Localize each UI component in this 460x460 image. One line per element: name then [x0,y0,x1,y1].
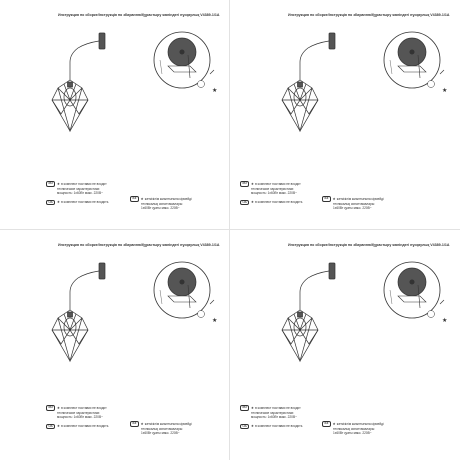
star-icon: ★ [212,317,218,324]
lamp-arm [70,271,99,292]
wall-mount-plate [329,263,335,279]
star-icon: ★ [140,421,144,426]
instruction-sheet-2 [230,0,456,226]
wall-mount-plate [99,263,105,279]
lang-badge: UA [46,424,55,430]
lang-badge: KZ [130,421,139,427]
sheet-title: Инструкция по сборке/Інструкція по збиранню/Құрастыру жөніндегі нұсқаулық V4389-1/1A [58,13,220,17]
spec-block-right: KZ ★ жеткізілім жиынтығына кірмейді техникалық сипаттамалары: 1x60Вт қуаты макс. 220В~ [130,196,192,210]
sheet-title: Инструкция по сборке/Інструкція по збиранню/Құрастыру жөніндегі нұсқаулық V4389-1/1A [288,13,450,17]
wall-sconce-drawing [282,263,335,361]
star-icon: ★ [250,200,255,205]
vertical-divider [229,0,230,460]
star-icon: ★ [56,424,61,429]
horizontal-divider [0,229,460,230]
star-icon: ★ [212,87,218,94]
spec-block-left: RU ★ в комплект поставки не входит технические характеристики: мощность: 1x60Вт макс. 220В~ UA ★ в комплект поставки не входить [240,181,302,205]
lang-badge: KZ [322,421,331,427]
lang-badge: RU [46,405,55,411]
wall-sconce-drawing [52,263,105,361]
star-icon: ★ [442,317,448,324]
spec-block-left: RU ★ в комплект поставки не входит технические характеристики: мощность: 1x60Вт макс. 220В~ UA ★ в комплект поставки не входить [46,405,108,429]
star-icon: ★ [140,196,144,201]
wall-sconce-drawing [52,33,105,131]
spec-block-right: KZ ★ жеткізілім жиынтығына кірмейді техникалық сипаттамалары: 1x60Вт қуаты макс. 220В~ [322,421,384,435]
lamp-arm [300,41,329,62]
lamp-arm [70,41,99,62]
lang-badge: RU [46,181,55,187]
light-bulb [294,312,306,336]
ceiling-plate-detail [384,262,440,318]
star-icon: ★ [250,424,255,429]
star-icon: ★ [250,405,255,410]
star-icon: ★ [56,200,61,205]
instruction-sheet-3 [0,230,226,456]
wall-mount-plate [99,33,105,49]
lang-badge: UA [240,424,249,430]
star-icon: ★ [250,181,255,186]
ceiling-plate-detail [154,32,210,88]
lang-badge: UA [46,200,55,206]
lang-badge: RU [240,405,249,411]
lamp-arm [300,271,329,292]
diamond-cage-shade [52,310,88,361]
lamp-assembly-illustration [0,0,226,226]
spec-block-left: RU ★ в комплект поставки не входит технические характеристики: мощность: 1x60Вт макс. 220В~ UA ★ в комплект поставки не входить [240,405,302,429]
star-icon: ★ [332,196,336,201]
lang-badge: RU [240,181,249,187]
lang-badge: KZ [130,196,139,202]
star-icon: ★ [442,87,448,94]
light-bulb [64,312,76,336]
instruction-sheet-4 [230,230,456,456]
lang-badge: KZ [322,196,331,202]
star-icon: ★ [56,405,61,410]
light-bulb [64,82,76,106]
lamp-assembly-illustration [0,230,226,456]
wall-mount-plate [329,33,335,49]
diamond-cage-shade [282,310,318,361]
star-icon: ★ [332,421,336,426]
ceiling-plate-detail [384,32,440,88]
star-icon: ★ [56,181,61,186]
spec-block-right: KZ ★ жеткізілім жиынтығына кірмейді техникалық сипаттамалары: 1x60Вт қуаты макс. 220В~ [322,196,384,210]
sheet-title: Инструкция по сборке/Інструкція по збиранню/Құрастыру жөніндегі нұсқаулық V4389-1/1A [58,243,220,247]
spec-block-left: RU ★ в комплект поставки не входит технические характеристики: мощность: 1x60Вт макс. 220В~ UA ★ в комплект поставки не входить [46,181,108,205]
wall-sconce-drawing [282,33,335,131]
light-bulb [294,82,306,106]
ceiling-plate-detail [154,262,210,318]
instruction-sheet-1 [0,0,226,226]
sheet-title: Инструкция по сборке/Інструкція по збиранню/Құрастыру жөніндегі нұсқаулық V4389-1/1A [288,243,450,247]
spec-block-right: KZ ★ жеткізілім жиынтығына кірмейді техникалық сипаттамалары: 1x60Вт қуаты макс. 220В~ [130,421,192,435]
lang-badge: UA [240,200,249,206]
